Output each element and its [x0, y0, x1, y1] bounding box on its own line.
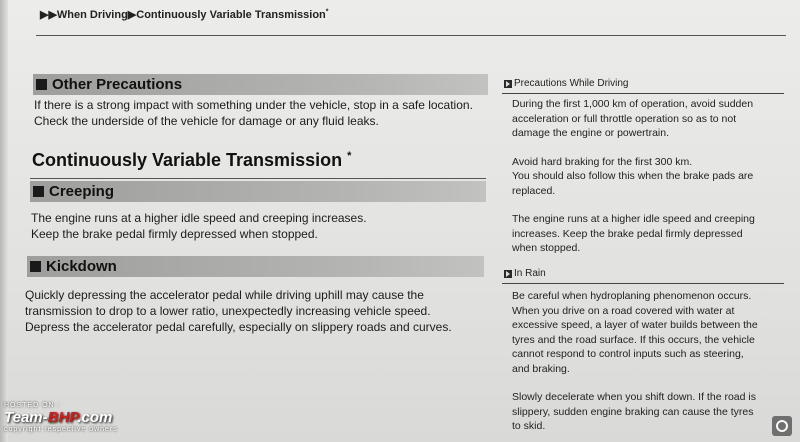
- section-heading-other-precautions: Other Precautions: [33, 74, 488, 95]
- section-heading-kickdown: Kickdown: [27, 256, 484, 277]
- sidebar-divider: [502, 93, 784, 94]
- creeping-text: The engine runs at a higher idle speed and creeping increases. Keep the brake pedal firmly depressed when stopped.: [31, 211, 367, 241]
- sidebar-heading-precautions-while-driving: Precautions While Driving: [504, 78, 629, 89]
- watermark-logo: HOSTED ON : Team-BHP.com copyright respective owners: [4, 402, 118, 433]
- in-rain-text: Be careful when hydroplaning phenomenon occurs. When you drive on a road covered with water at excessive speed, a layer of water builds between the tyres and the road surface. If this occurs, the vehicle cannot respond to control inputs such as steering, and braking. Slowly decelerate when you shift down. If the road is slippery, sudden engine braking can cause the tyres to skid.: [512, 290, 758, 432]
- reference-arrow-icon: [504, 80, 512, 88]
- zoom-icon[interactable]: [772, 416, 792, 436]
- page-binding-edge: [0, 0, 8, 442]
- breadcrumb-divider: [36, 35, 786, 36]
- sidebar-divider: [502, 283, 784, 284]
- reference-arrow-icon: [504, 270, 512, 278]
- precautions-while-driving-text: During the first 1,000 km of operation, avoid sudden acceleration or full throttle operation so as to not damage the engine or powertrain. Avoid hard braking for the first 300 km. You should also follow this when the brake pads are replaced. The engine runs at a higher idle speed and creeping increases. Keep the brake pedal firmly depressed when stopped.: [512, 98, 755, 254]
- kickdown-text: Quickly depressing the accelerator pedal while driving uphill may cause the transmission to drop to a lower ratio, unexpectedly increasing vehicle speed. Depress the accelerator pedal carefully, especially on slippery roads and curves.: [25, 288, 452, 334]
- square-bullet-icon: [33, 186, 44, 197]
- breadcrumb: ▶▶When Driving▶Continuously Variable Transmission*: [40, 8, 329, 21]
- square-bullet-icon: [36, 79, 47, 90]
- square-bullet-icon: [30, 261, 41, 272]
- page-title: Continuously Variable Transmission *: [32, 150, 352, 170]
- title-divider: [30, 178, 486, 179]
- sidebar-heading-in-rain: In Rain: [504, 268, 546, 279]
- section-heading-creeping: Creeping: [30, 181, 486, 202]
- other-precautions-text: If there is a strong impact with something under the vehicle, stop in a safe location. Check the underside of the vehicle for damage or any fluid leaks.: [34, 98, 473, 128]
